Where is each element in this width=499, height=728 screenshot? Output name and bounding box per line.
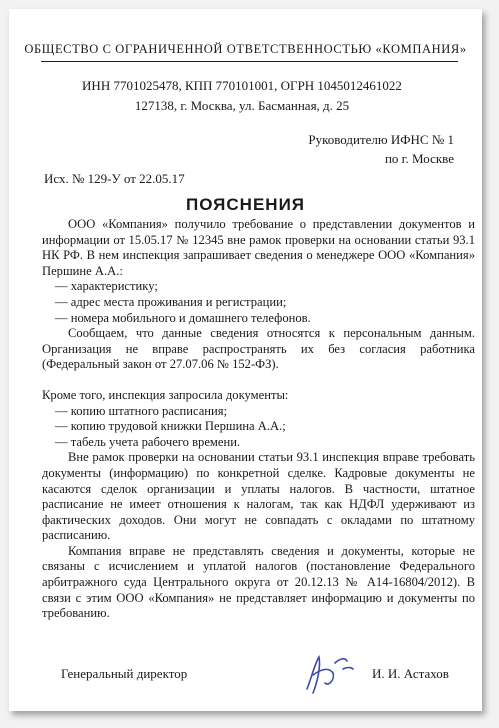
list-item: — копию штатного расписания; [55, 403, 228, 418]
paragraph-personal-data: Сообщаем, что данные сведения относятся к персональным данным. Организация не вправе распространять их без согласия работника (Федеральный закон от 27.07.06 № 152-ФЗ). [42, 326, 475, 372]
list-item: — номера мобильного и домашнего телефонов. [55, 310, 311, 325]
addressee-line-1: Руководителю ИФНС № 1 [308, 132, 454, 147]
paragraph-documents: Кроме того, инспекция запросила документы: [42, 387, 289, 402]
signatory-name: И. И. Астахов [372, 666, 449, 681]
organization-name: ОБЩЕСТВО С ОГРАНИЧЕННОЙ ОТВЕТСТВЕННОСТЬЮ «КОМПАНИЯ» [24, 42, 467, 56]
letter-body [42, 217, 475, 622]
header-divider [41, 61, 458, 62]
company-address: 127138, г. Москва, ул. Басманная, д. 25 [134, 98, 350, 113]
addressee-line-2: по г. Москве [384, 151, 454, 166]
list-item: — адрес места проживания и регистрации; [55, 294, 287, 309]
signatory-position: Генеральный директор [61, 666, 188, 681]
letter-sheet [9, 9, 482, 711]
handwritten-signature [299, 649, 359, 699]
list-item: — табель учета рабочего времени. [55, 434, 241, 449]
outgoing-number: Исх. № 129-У от 22.05.17 [44, 171, 185, 186]
paragraph-request: ООО «Компания» получило требование о представлении документов и информации от 15.05.17 № 12345 вне рамок проверки на основании статьи 93.1 НК РФ. В нем инспекция запрашивает сведения о менеджере ООО «Компания» Першине А.А.: [42, 217, 475, 278]
paragraph-hr-documents: Вне рамок проверки на основании статьи 93.1 инспекция вправе требовать документы (информацию) по конкретной сделке. Кадровые документы не касаются сделок организации и уплаты налогов. В частности, штатное расписание не имеет отношения к налогам, так как НДФЛ удерживают из фактических доходов. Они могут не совпадать с окладами по штатному расписанию. [42, 450, 475, 543]
list-item: — характеристику; [55, 279, 158, 294]
tax-ids: ИНН 7701025478, КПП 770101001, ОГРН 1045012461022 [82, 78, 402, 93]
paragraph-conclusion: Компания вправе не представлять сведения и документы, которые не связаны с исчислением и уплатой налогов (постановление Федерального арбитражного суда Центрального округа от 20.12.13 № А14-16804/2012). В связи с этим ООО «Компания» не представляет информацию и документы по требованию. [42, 543, 475, 621]
list-item: — копию трудовой книжки Першина А.А.; [55, 419, 286, 434]
company-requisites [62, 76, 422, 116]
addressee-block [308, 130, 454, 168]
document-title: ПОЯСНЕНИЯ [185, 195, 306, 214]
